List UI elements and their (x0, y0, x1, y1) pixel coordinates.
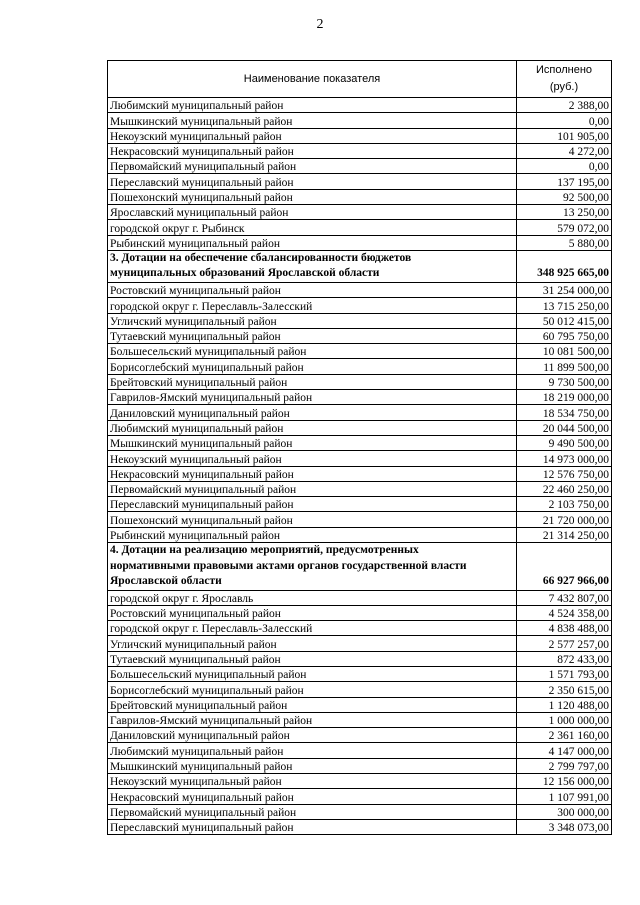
row-name: Угличский муниципальный район (108, 313, 517, 328)
table-row (108, 344, 612, 359)
row-value: 2 799 797,00 (517, 758, 612, 773)
row-value: 872 433,00 (517, 651, 612, 666)
row-value: 4 147 000,00 (517, 743, 612, 758)
table-row (108, 98, 612, 113)
table-row (108, 159, 612, 174)
row-value: 137 195,00 (517, 174, 612, 189)
row-value: 18 534 750,00 (517, 405, 612, 420)
table-row (108, 697, 612, 712)
row-name: Ярославский муниципальный район (108, 205, 517, 220)
row-name: Рыбинский муниципальный район (108, 235, 517, 250)
row-name: Любимский муниципальный район (108, 420, 517, 435)
table-row (108, 804, 612, 819)
row-name: Переславский муниципальный район (108, 819, 517, 834)
row-value: 4 838 488,00 (517, 621, 612, 636)
column-header-value-line1: Исполнено (535, 64, 593, 76)
row-name: Угличский муниципальный район (108, 636, 517, 651)
table-row (108, 682, 612, 697)
row-name: Борисоглебский муниципальный район (108, 359, 517, 374)
section-header-row (108, 250, 612, 282)
row-value: 4 272,00 (517, 143, 612, 158)
row-value: 50 012 415,00 (517, 313, 612, 328)
row-value: 2 577 257,00 (517, 636, 612, 651)
table-body (108, 98, 612, 835)
row-value: 21 720 000,00 (517, 512, 612, 527)
table-row (108, 282, 612, 297)
table-row (108, 435, 612, 450)
table-row (108, 405, 612, 420)
report-table (107, 60, 612, 835)
row-name: Мышкинский муниципальный район (108, 435, 517, 450)
table-row (108, 712, 612, 727)
section-title (108, 250, 517, 282)
section-title-line: 4. Дотации на реализацию мероприятий, предусмотренных (110, 544, 419, 557)
row-name: Даниловский муниципальный район (108, 405, 517, 420)
row-value: 92 500,00 (517, 189, 612, 204)
row-name: Тутаевский муниципальный район (108, 328, 517, 343)
row-name: Гаврилов-Ямский муниципальный район (108, 390, 517, 405)
row-value: 13 250,00 (517, 205, 612, 220)
table-row (108, 758, 612, 773)
row-name: Первомайский муниципальный район (108, 481, 517, 496)
row-value: 66 927 966,00 (517, 543, 612, 591)
row-value: 31 254 000,00 (517, 282, 612, 297)
section-title-line: 3. Дотации на обеспечение сбалансированности бюджетов (110, 251, 412, 264)
row-name: Борисоглебский муниципальный район (108, 682, 517, 697)
table-row (108, 113, 612, 128)
table-row (108, 636, 612, 651)
row-value: 2 361 160,00 (517, 728, 612, 743)
row-value: 1 571 793,00 (517, 667, 612, 682)
table-row (108, 298, 612, 313)
row-value: 11 899 500,00 (517, 359, 612, 374)
table-row (108, 819, 612, 834)
table-row (108, 605, 612, 620)
row-value: 22 460 250,00 (517, 481, 612, 496)
row-name: Даниловский муниципальный район (108, 728, 517, 743)
row-value: 14 973 000,00 (517, 451, 612, 466)
table-row (108, 374, 612, 389)
row-name: городской округ г. Ярославль (108, 590, 517, 605)
row-name: Мышкинский муниципальный район (108, 758, 517, 773)
column-header-value-line2: (руб.) (549, 81, 579, 93)
row-name: Некоузский муниципальный район (108, 774, 517, 789)
row-name: Гаврилов-Ямский муниципальный район (108, 712, 517, 727)
column-header-value (517, 61, 612, 98)
row-name: Некоузский муниципальный район (108, 128, 517, 143)
row-name: Некрасовский муниципальный район (108, 466, 517, 481)
table-row (108, 667, 612, 682)
row-name: Ростовский муниципальный район (108, 605, 517, 620)
table-header-row (108, 61, 612, 98)
row-value: 4 524 358,00 (517, 605, 612, 620)
table-row (108, 512, 612, 527)
row-value: 20 044 500,00 (517, 420, 612, 435)
row-name: Первомайский муниципальный район (108, 804, 517, 819)
row-value: 7 432 807,00 (517, 590, 612, 605)
table-row (108, 420, 612, 435)
row-name: Пошехонский муниципальный район (108, 189, 517, 204)
row-value: 1 120 488,00 (517, 697, 612, 712)
section-title-line: муниципальных образований Ярославской области (110, 267, 380, 280)
row-value: 300 000,00 (517, 804, 612, 819)
row-name: Брейтовский муниципальный район (108, 374, 517, 389)
row-name: городской округ г. Рыбинск (108, 220, 517, 235)
table-row (108, 189, 612, 204)
row-name: Некрасовский муниципальный район (108, 789, 517, 804)
row-value: 348 925 665,00 (517, 250, 612, 282)
row-value: 1 000 000,00 (517, 712, 612, 727)
row-name: Ростовский муниципальный район (108, 282, 517, 297)
table-row (108, 481, 612, 496)
row-name: Брейтовский муниципальный район (108, 697, 517, 712)
row-name: городской округ г. Переславль-Залесский (108, 621, 517, 636)
row-value: 13 715 250,00 (517, 298, 612, 313)
row-name: Первомайский муниципальный район (108, 159, 517, 174)
table-row (108, 359, 612, 374)
table-row (108, 174, 612, 189)
row-name: Некрасовский муниципальный район (108, 143, 517, 158)
row-name: Любимский муниципальный район (108, 98, 517, 113)
table-row (108, 313, 612, 328)
row-name: Любимский муниципальный район (108, 743, 517, 758)
section-title-line: Ярославской области (110, 575, 222, 588)
table-row (108, 128, 612, 143)
row-value: 18 219 000,00 (517, 390, 612, 405)
table-row (108, 497, 612, 512)
row-name: Тутаевский муниципальный район (108, 651, 517, 666)
table-row (108, 451, 612, 466)
row-value: 60 795 750,00 (517, 328, 612, 343)
section-title (108, 543, 517, 591)
table-row (108, 774, 612, 789)
row-value: 2 103 750,00 (517, 497, 612, 512)
row-value: 5 880,00 (517, 235, 612, 250)
table-row (108, 235, 612, 250)
row-value: 9 490 500,00 (517, 435, 612, 450)
table-row (108, 527, 612, 542)
row-value: 2 350 615,00 (517, 682, 612, 697)
row-name: Пошехонский муниципальный район (108, 512, 517, 527)
row-value: 9 730 500,00 (517, 374, 612, 389)
table-row (108, 390, 612, 405)
section-header-row (108, 543, 612, 591)
row-value: 2 388,00 (517, 98, 612, 113)
table-row (108, 143, 612, 158)
row-name: Мышкинский муниципальный район (108, 113, 517, 128)
row-value: 0,00 (517, 159, 612, 174)
row-value: 3 348 073,00 (517, 819, 612, 834)
row-value: 101 905,00 (517, 128, 612, 143)
row-name: Большесельский муниципальный район (108, 667, 517, 682)
table-row (108, 728, 612, 743)
table-row (108, 621, 612, 636)
row-value: 10 081 500,00 (517, 344, 612, 359)
row-name: Переславский муниципальный район (108, 497, 517, 512)
row-value: 1 107 991,00 (517, 789, 612, 804)
row-name: Большесельский муниципальный район (108, 344, 517, 359)
row-name: Некоузский муниципальный район (108, 451, 517, 466)
row-value: 21 314 250,00 (517, 527, 612, 542)
row-name: Переславский муниципальный район (108, 174, 517, 189)
table-row (108, 743, 612, 758)
table-row (108, 328, 612, 343)
section-title-line: нормативными правовыми актами органов государственной власти (110, 559, 467, 572)
row-value: 12 156 000,00 (517, 774, 612, 789)
table-row (108, 789, 612, 804)
column-header-name: Наименование показателя (108, 61, 517, 98)
row-value: 12 576 750,00 (517, 466, 612, 481)
page-number: 2 (316, 17, 324, 32)
table-row (108, 590, 612, 605)
row-name: Рыбинский муниципальный район (108, 527, 517, 542)
table-row (108, 651, 612, 666)
table-row (108, 205, 612, 220)
table-row (108, 466, 612, 481)
row-name: городской округ г. Переславль-Залесский (108, 298, 517, 313)
table-row (108, 220, 612, 235)
row-value: 0,00 (517, 113, 612, 128)
row-value: 579 072,00 (517, 220, 612, 235)
